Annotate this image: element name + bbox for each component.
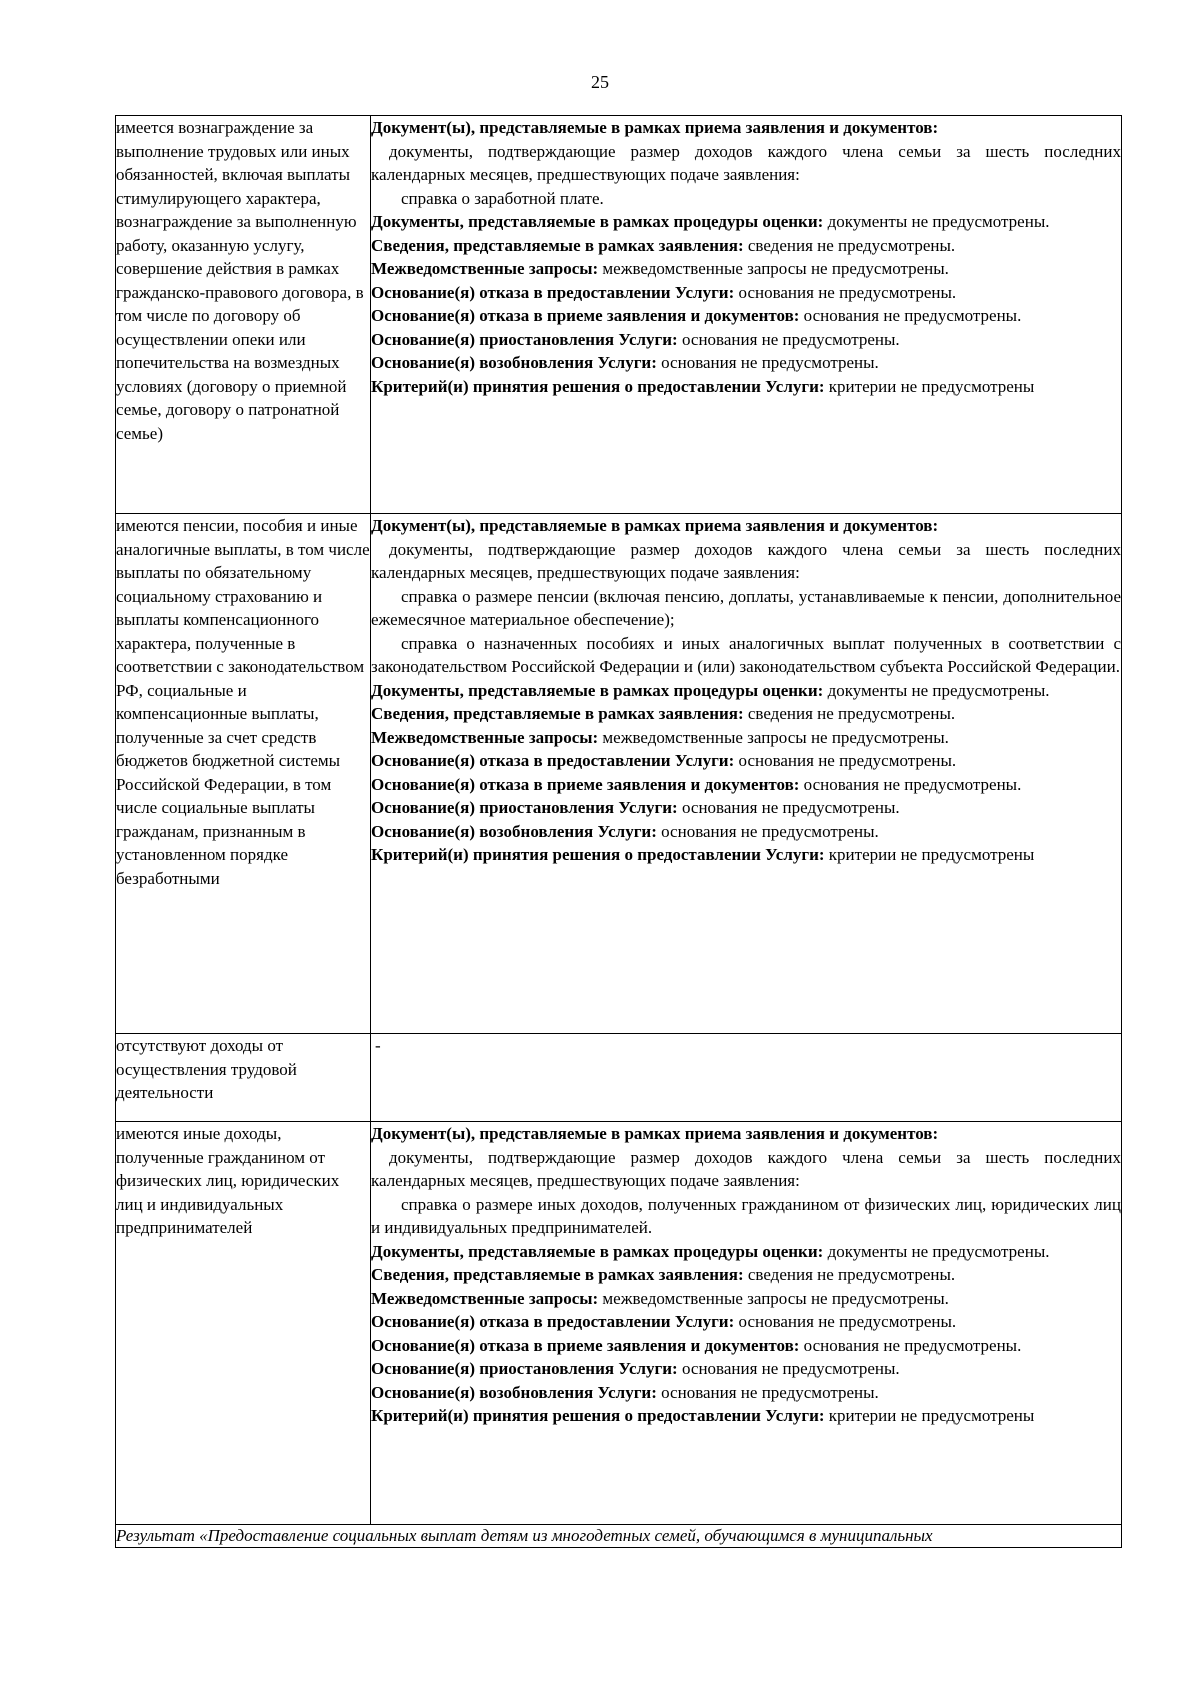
condition-cell (116, 514, 371, 1034)
suspend-label: Основание(я) приостановления Услуги: (371, 329, 678, 349)
criteria-value: критерии не предусмотрены (828, 1406, 1035, 1425)
info-label: Сведения, представляемые в рамках заявления: (371, 704, 744, 723)
suspend-line (371, 328, 1121, 352)
eval-value: документы не предусмотрены. (827, 212, 1050, 231)
condition-cell (116, 1034, 371, 1122)
eval-line (371, 1240, 1121, 1264)
docs-item: справка о размере пенсии (включая пенсию, доплаты, устанавливаемые к пенсии, дополнительное ежемесячное материальное обеспечение); (371, 586, 1121, 629)
suspend-label: Основание(я) приостановления Услуги: (371, 1359, 678, 1378)
refuse-accept-line (371, 1334, 1121, 1358)
eval-value: документы не предусмотрены. (827, 680, 1050, 700)
condition-text: имеется вознаграждение за выполнение трудовых или иных обязанностей, включая выплаты стимулирующего характера, вознаграждение за выполненную работу, оказанную услугу, совершение действия в рамках гражданско-правового договора, в том числе по договору об осуществлении опеки или попечительства на возмездных условиях (договору о приемной семье, договору о патронатной семье) (116, 118, 364, 443)
info-value: сведения не предусмотрены. (747, 235, 956, 255)
docs-item: справка о размере иных доходов, полученных гражданином от физических лиц, юридических лиц и индивидуальных предпринимателей. (371, 1194, 1121, 1237)
resume-label: Основание(я) возобновления Услуги: (371, 353, 657, 372)
inter-value: межведомственные запросы не предусмотрены. (602, 1288, 949, 1308)
refuse-accept-label: Основание(я) отказа в приеме заявления и документов: (371, 774, 800, 794)
docs-label: Документ(ы), представляемые в рамках приема заявления и документов: (371, 1124, 939, 1143)
suspend-line (371, 796, 1121, 820)
refuse-service-line (371, 749, 1121, 773)
table-row (116, 1034, 1122, 1122)
docs-intro: документы, подтверждающие размер доходов каждого члена семьи за шесть последних календарных месяцев, предшествующих подаче заявления: (371, 1147, 1121, 1190)
docs-item: справка о заработной плате. (401, 188, 604, 208)
eval-line (371, 210, 1121, 234)
refuse-service-value: основания не предусмотрены. (738, 751, 957, 770)
criteria-label: Критерий(и) принятия решения о предоставлении Услуги: (371, 376, 825, 396)
docs-label: Документ(ы), представляемые в рамках приема заявления и документов: (371, 118, 939, 137)
eval-label: Документы, представляемые в рамках процедуры оценки: (371, 680, 824, 700)
info-value: сведения не предусмотрены. (747, 704, 956, 723)
docs-label: Документ(ы), представляемые в рамках приема заявления и документов: (371, 516, 939, 535)
resume-value: основания не предусмотрены. (661, 821, 879, 841)
result-cell (116, 1525, 1122, 1548)
table-row (116, 116, 1122, 514)
suspend-line (371, 1357, 1121, 1381)
refuse-accept-label: Основание(я) отказа в приеме заявления и документов: (371, 306, 800, 325)
eval-line (371, 679, 1121, 703)
inter-label: Межведомственные запросы: (371, 1288, 599, 1308)
eval-value: документы не предусмотрены. (827, 1241, 1050, 1261)
refuse-service-label: Основание(я) отказа в предоставлении Услуги: (371, 282, 735, 302)
refuse-service-label: Основание(я) отказа в предоставлении Услуги: (371, 751, 735, 770)
refuse-service-line (371, 1310, 1121, 1334)
empty-dash: - (375, 1036, 381, 1055)
docs-item: справка о назначенных пособиях и иных аналогичных выплат полученных в соответствии с законодательством Российской Федерации и (или) законодательством субъекта Российской Федерации. (371, 633, 1121, 676)
refuse-accept-value: основания не предусмотрены. (803, 1335, 1022, 1355)
condition-cell (116, 1122, 371, 1525)
requirements-cell (371, 1034, 1122, 1122)
requirements-cell (371, 514, 1122, 1034)
refuse-service-line (371, 281, 1121, 305)
resume-line (371, 1381, 1121, 1405)
service-conditions-table (115, 115, 1122, 1548)
suspend-value: основания не предусмотрены. (681, 1359, 900, 1378)
inter-line (371, 726, 1121, 750)
suspend-label: Основание(я) приостановления Услуги: (371, 798, 678, 817)
info-label: Сведения, представляемые в рамках заявления: (371, 235, 744, 255)
condition-cell (116, 116, 371, 514)
resume-value: основания не предусмотрены. (661, 1382, 879, 1402)
inter-label: Межведомственные запросы: (371, 259, 599, 278)
eval-label: Документы, представляемые в рамках процедуры оценки: (371, 1241, 824, 1261)
criteria-line (371, 375, 1121, 399)
inter-line (371, 1287, 1121, 1311)
criteria-line (371, 1404, 1121, 1428)
criteria-label: Критерий(и) принятия решения о предоставлении Услуги: (371, 845, 825, 864)
refuse-service-label: Основание(я) отказа в предоставлении Услуги: (371, 1312, 735, 1331)
info-line (371, 234, 1121, 258)
resume-label: Основание(я) возобновления Услуги: (371, 821, 657, 841)
docs-block (371, 1122, 1121, 1146)
refuse-accept-value: основания не предусмотрены. (803, 306, 1022, 325)
docs-intro: документы, подтверждающие размер доходов каждого члена семьи за шесть последних календарных месяцев, предшествующих подаче заявления: (371, 539, 1121, 582)
requirements-cell (371, 116, 1122, 514)
refuse-accept-line (371, 304, 1121, 328)
docs-block (371, 116, 1121, 140)
resume-line (371, 820, 1121, 844)
docs-intro: документы, подтверждающие размер доходов каждого члена семьи за шесть последних календарных месяцев, предшествующих подаче заявления: (371, 141, 1121, 184)
inter-value: межведомственные запросы не предусмотрены. (602, 727, 949, 747)
table-row (116, 514, 1122, 1034)
result-text: Результат «Предоставление социальных выплат детям из многодетных семей, обучающимся в муниципальных (116, 1526, 933, 1545)
resume-label: Основание(я) возобновления Услуги: (371, 1382, 657, 1402)
table-row (116, 1122, 1122, 1525)
inter-line (371, 257, 1121, 281)
info-label: Сведения, представляемые в рамках заявления: (371, 1265, 744, 1284)
refuse-service-value: основания не предусмотрены. (738, 282, 957, 302)
docs-block (371, 514, 1121, 538)
inter-label: Межведомственные запросы: (371, 727, 599, 747)
suspend-value: основания не предусмотрены. (681, 798, 900, 817)
criteria-line (371, 843, 1121, 867)
refuse-accept-label: Основание(я) отказа в приеме заявления и документов: (371, 1335, 800, 1355)
refuse-service-value: основания не предусмотрены. (738, 1312, 957, 1331)
info-value: сведения не предусмотрены. (747, 1265, 956, 1284)
info-line (371, 1263, 1121, 1287)
condition-text: имеются пенсии, пособия и иные аналогичные выплаты, в том числе выплаты по обязательному социальному страхованию и выплаты компенсационного характера, полученные в соответствии с законодательством РФ, социальные и компенсационные выплаты, полученные за счет средств бюджетов бюджетной системы Российской Федерации, в том числе социальные выплаты гражданам, признанным в установленном порядке безработными (116, 516, 370, 888)
criteria-label: Критерий(и) принятия решения о предоставлении Услуги: (371, 1406, 825, 1425)
requirements-cell (371, 1122, 1122, 1525)
page-number: 25 (591, 72, 609, 92)
resume-line (371, 351, 1121, 375)
criteria-value: критерии не предусмотрены (828, 376, 1035, 396)
condition-text: отсутствуют доходы от осуществления трудовой деятельности (116, 1036, 297, 1102)
condition-text: имеются иные доходы, полученные гражданином от физических лиц, юридических лиц и индивидуальных предпринимателей (116, 1124, 340, 1237)
inter-value: межведомственные запросы не предусмотрены. (602, 259, 949, 278)
suspend-value: основания не предусмотрены. (681, 329, 900, 349)
refuse-accept-line (371, 773, 1121, 797)
info-line (371, 702, 1121, 726)
refuse-accept-value: основания не предусмотрены. (803, 774, 1022, 794)
eval-label: Документы, представляемые в рамках процедуры оценки: (371, 212, 824, 231)
result-row (116, 1525, 1122, 1548)
criteria-value: критерии не предусмотрены (828, 845, 1035, 864)
resume-value: основания не предусмотрены. (661, 353, 879, 372)
